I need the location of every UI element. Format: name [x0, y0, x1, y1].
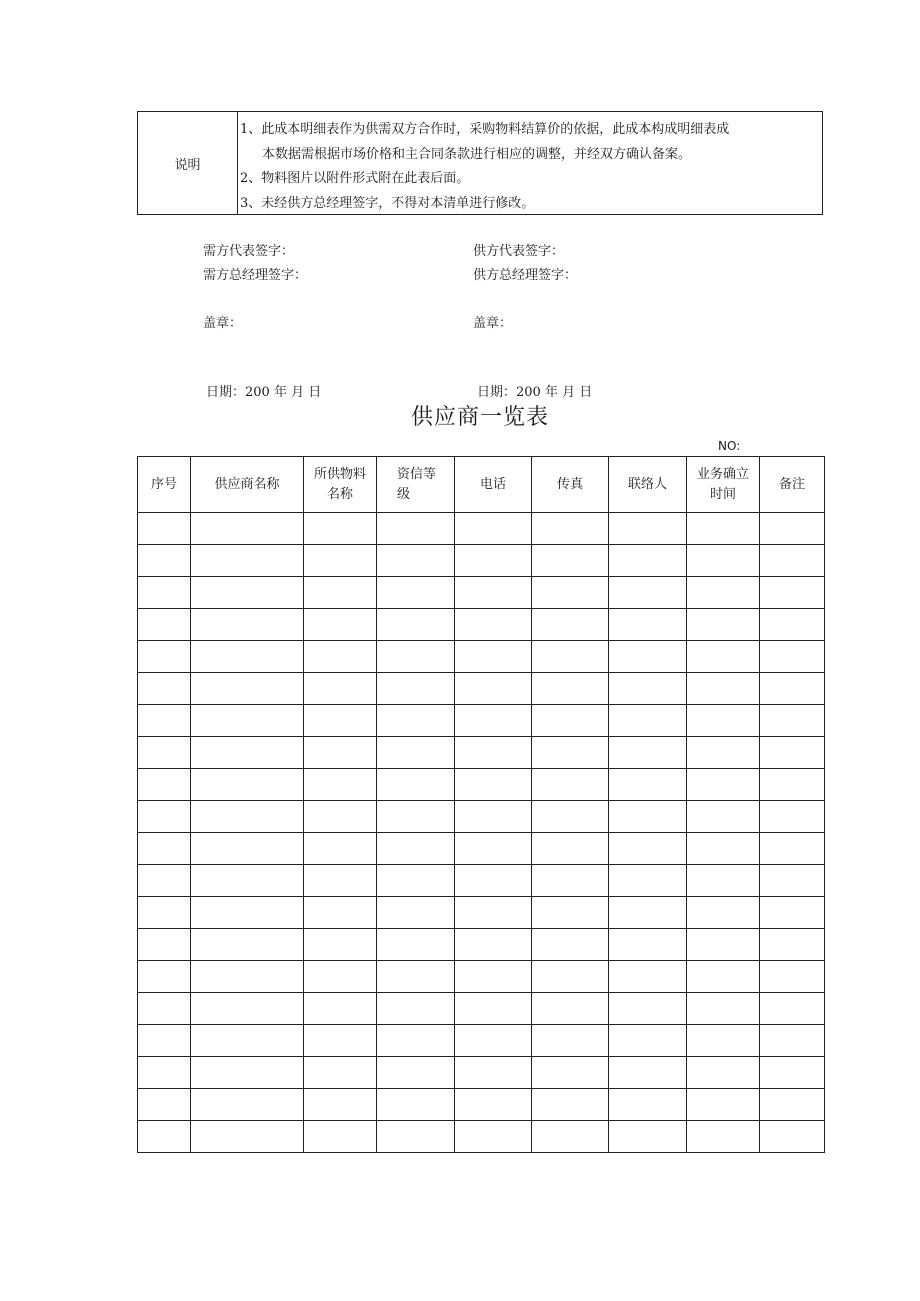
- table-cell[interactable]: [304, 961, 377, 993]
- table-row: [138, 1089, 825, 1121]
- table-cell[interactable]: [687, 1089, 760, 1121]
- table-cell[interactable]: [687, 897, 760, 929]
- table-cell[interactable]: [687, 961, 760, 993]
- table-cell[interactable]: [191, 641, 304, 673]
- table-cell[interactable]: [455, 737, 532, 769]
- table-cell[interactable]: [760, 1121, 825, 1153]
- table-cell[interactable]: [455, 641, 532, 673]
- table-cell[interactable]: [532, 673, 609, 705]
- table-cell[interactable]: [760, 833, 825, 865]
- table-cell[interactable]: [138, 769, 191, 801]
- table-cell[interactable]: [532, 929, 609, 961]
- table-cell[interactable]: [304, 1121, 377, 1153]
- demand-date: 日期：200 年 月 日: [206, 385, 322, 400]
- table-cell[interactable]: [609, 1057, 687, 1089]
- table-cell[interactable]: [138, 897, 191, 929]
- table-cell[interactable]: [687, 929, 760, 961]
- table-row: [138, 1025, 825, 1057]
- note-line-1-cont: 本数据需根据市场价格和主合同条款进行相应的调整，并经双方确认备案。: [262, 146, 692, 162]
- table-cell[interactable]: [760, 641, 825, 673]
- table-row: [138, 545, 825, 577]
- note-line-3: 3、未经供方总经理签字，不得对本清单进行修改。: [240, 195, 535, 211]
- table-cell[interactable]: [304, 865, 377, 897]
- table-cell[interactable]: [760, 513, 825, 545]
- table-cell[interactable]: [377, 897, 455, 929]
- table-cell[interactable]: [609, 769, 687, 801]
- table-cell[interactable]: [138, 673, 191, 705]
- table-cell[interactable]: [609, 1121, 687, 1153]
- table-cell[interactable]: [609, 641, 687, 673]
- table-cell[interactable]: [609, 1025, 687, 1057]
- table-row: [138, 641, 825, 673]
- table-row: [138, 897, 825, 929]
- table-cell[interactable]: [532, 961, 609, 993]
- table-row: [138, 801, 825, 833]
- table-cell[interactable]: [191, 865, 304, 897]
- table-cell[interactable]: [377, 833, 455, 865]
- supply-rep-signature: 供方代表签字：: [473, 244, 565, 259]
- demand-rep-signature: 需方代表签字：: [203, 244, 295, 259]
- notes-body: [238, 112, 822, 214]
- table-cell[interactable]: [191, 1089, 304, 1121]
- table-cell[interactable]: [377, 1025, 455, 1057]
- table-cell[interactable]: [687, 641, 760, 673]
- supplier-table: [137, 456, 825, 1153]
- table-cell[interactable]: [191, 737, 304, 769]
- table-cell[interactable]: [609, 961, 687, 993]
- table-cell[interactable]: [455, 705, 532, 737]
- table-cell[interactable]: [138, 993, 191, 1025]
- table-cell[interactable]: [760, 705, 825, 737]
- supply-date: 日期：200 年 月 日: [477, 385, 593, 400]
- table-cell[interactable]: [609, 993, 687, 1025]
- table-cell[interactable]: [138, 1121, 191, 1153]
- table-cell[interactable]: [138, 865, 191, 897]
- table-cell[interactable]: [138, 513, 191, 545]
- table-cell[interactable]: [532, 1025, 609, 1057]
- table-cell[interactable]: [455, 545, 532, 577]
- table-cell[interactable]: [304, 801, 377, 833]
- table-cell[interactable]: [304, 641, 377, 673]
- notes-box: [137, 111, 823, 215]
- table-cell[interactable]: [191, 513, 304, 545]
- table-cell[interactable]: [191, 833, 304, 865]
- table-cell[interactable]: [377, 961, 455, 993]
- table-cell[interactable]: [191, 993, 304, 1025]
- table-cell[interactable]: [304, 513, 377, 545]
- supply-gm-signature: 供方总经理签字：: [473, 268, 578, 283]
- table-title: 供应商一览表: [410, 405, 549, 430]
- table-cell[interactable]: [687, 801, 760, 833]
- table-cell[interactable]: [138, 1025, 191, 1057]
- table-cell[interactable]: [304, 833, 377, 865]
- table-cell[interactable]: [304, 897, 377, 929]
- table-cell[interactable]: [191, 769, 304, 801]
- table-cell[interactable]: [532, 801, 609, 833]
- table-row: [138, 513, 825, 545]
- table-cell[interactable]: [687, 609, 760, 641]
- table-cell[interactable]: [191, 673, 304, 705]
- table-cell[interactable]: [760, 737, 825, 769]
- table-cell[interactable]: [191, 897, 304, 929]
- table-cell[interactable]: [760, 897, 825, 929]
- table-cell[interactable]: [138, 577, 191, 609]
- table-cell[interactable]: [687, 673, 760, 705]
- table-cell[interactable]: [687, 1025, 760, 1057]
- table-cell[interactable]: [455, 833, 532, 865]
- table-cell[interactable]: [687, 769, 760, 801]
- header-contact: 联络人: [609, 457, 687, 513]
- table-cell[interactable]: [191, 545, 304, 577]
- table-cell[interactable]: [138, 833, 191, 865]
- table-cell[interactable]: [138, 961, 191, 993]
- table-row: [138, 929, 825, 961]
- table-cell[interactable]: [687, 737, 760, 769]
- table-cell[interactable]: [532, 1057, 609, 1089]
- table-cell[interactable]: [687, 1057, 760, 1089]
- table-cell[interactable]: [609, 833, 687, 865]
- table-cell[interactable]: [687, 545, 760, 577]
- table-row: [138, 577, 825, 609]
- table-cell[interactable]: [191, 1025, 304, 1057]
- table-cell[interactable]: [609, 865, 687, 897]
- table-cell[interactable]: [609, 513, 687, 545]
- table-cell[interactable]: [377, 1121, 455, 1153]
- table-cell[interactable]: [760, 545, 825, 577]
- table-cell[interactable]: [304, 577, 377, 609]
- table-cell[interactable]: [532, 513, 609, 545]
- demand-seal: 盖章：: [203, 316, 243, 331]
- table-cell[interactable]: [377, 577, 455, 609]
- table-cell[interactable]: [532, 833, 609, 865]
- table-cell[interactable]: [760, 929, 825, 961]
- table-cell[interactable]: [609, 705, 687, 737]
- table-cell[interactable]: [687, 705, 760, 737]
- table-cell[interactable]: [532, 609, 609, 641]
- table-cell[interactable]: [609, 577, 687, 609]
- table-row: [138, 609, 825, 641]
- table-row: [138, 1121, 825, 1153]
- table-row: [138, 673, 825, 705]
- table-cell[interactable]: [455, 769, 532, 801]
- table-cell[interactable]: [760, 1057, 825, 1089]
- table-cell[interactable]: [609, 545, 687, 577]
- table-cell[interactable]: [609, 1089, 687, 1121]
- table-cell[interactable]: [377, 545, 455, 577]
- table-cell[interactable]: [760, 961, 825, 993]
- table-cell[interactable]: [532, 641, 609, 673]
- table-cell[interactable]: [304, 705, 377, 737]
- table-cell[interactable]: [455, 961, 532, 993]
- table-cell[interactable]: [304, 769, 377, 801]
- table-cell[interactable]: [304, 545, 377, 577]
- demand-gm-signature: 需方总经理签字：: [203, 268, 308, 283]
- table-cell[interactable]: [455, 993, 532, 1025]
- table-cell[interactable]: [760, 673, 825, 705]
- table-cell[interactable]: [532, 545, 609, 577]
- table-cell[interactable]: [760, 769, 825, 801]
- table-row: [138, 705, 825, 737]
- table-cell[interactable]: [138, 609, 191, 641]
- header-material-name: 所供物料名称: [304, 457, 377, 513]
- table-row: [138, 1057, 825, 1089]
- table-cell[interactable]: [687, 577, 760, 609]
- table-cell[interactable]: [377, 865, 455, 897]
- table-cell[interactable]: [377, 929, 455, 961]
- table-cell[interactable]: [455, 577, 532, 609]
- table-cell[interactable]: [532, 769, 609, 801]
- table-cell[interactable]: [377, 513, 455, 545]
- note-line-2: 2、物料图片以附件形式附在此表后面。: [240, 171, 470, 186]
- table-row: [138, 961, 825, 993]
- table-cell[interactable]: [138, 641, 191, 673]
- table-cell[interactable]: [377, 673, 455, 705]
- table-cell[interactable]: [760, 801, 825, 833]
- table-cell[interactable]: [304, 673, 377, 705]
- table-cell[interactable]: [455, 801, 532, 833]
- header-supplier-name: 供应商名称: [191, 457, 304, 513]
- table-cell[interactable]: [377, 1057, 455, 1089]
- header-remarks: 备注: [760, 457, 825, 513]
- table-cell[interactable]: [609, 737, 687, 769]
- table-cell[interactable]: [304, 993, 377, 1025]
- table-cell[interactable]: [687, 513, 760, 545]
- header-credit-rating: 资信等级: [377, 457, 455, 513]
- table-cell[interactable]: [191, 705, 304, 737]
- table-cell[interactable]: [455, 1121, 532, 1153]
- table-cell[interactable]: [609, 673, 687, 705]
- table-cell[interactable]: [532, 1121, 609, 1153]
- table-cell[interactable]: [138, 1089, 191, 1121]
- table-cell[interactable]: [191, 577, 304, 609]
- table-cell[interactable]: [609, 801, 687, 833]
- table-cell[interactable]: [191, 1121, 304, 1153]
- table-cell[interactable]: [532, 897, 609, 929]
- table-cell[interactable]: [687, 865, 760, 897]
- table-row: [138, 737, 825, 769]
- table-cell[interactable]: [377, 609, 455, 641]
- header-start-date: 业务确立时间: [687, 457, 760, 513]
- table-cell[interactable]: [532, 865, 609, 897]
- table-cell[interactable]: [304, 1089, 377, 1121]
- table-cell[interactable]: [377, 1089, 455, 1121]
- table-cell[interactable]: [532, 577, 609, 609]
- header-phone: 电话: [455, 457, 532, 513]
- table-cell[interactable]: [191, 1057, 304, 1089]
- table-row: [138, 833, 825, 865]
- table-cell[interactable]: [455, 673, 532, 705]
- table-cell[interactable]: [760, 1025, 825, 1057]
- note-line-1: 1、此成本明细表作为供需双方合作时，采购物料结算价的依据，此成本构成明细表成: [240, 122, 730, 137]
- table-cell[interactable]: [760, 577, 825, 609]
- notes-label: 说明: [138, 112, 238, 214]
- table-cell[interactable]: [455, 929, 532, 961]
- table-cell[interactable]: [760, 993, 825, 1025]
- table-cell[interactable]: [455, 865, 532, 897]
- table-cell[interactable]: [138, 545, 191, 577]
- table-cell[interactable]: [377, 737, 455, 769]
- table-cell[interactable]: [455, 513, 532, 545]
- table-cell[interactable]: [377, 705, 455, 737]
- table-cell[interactable]: [760, 1089, 825, 1121]
- table-cell[interactable]: [609, 609, 687, 641]
- table-cell[interactable]: [191, 961, 304, 993]
- table-cell[interactable]: [304, 737, 377, 769]
- supply-seal: 盖章：: [473, 316, 513, 331]
- table-cell[interactable]: [304, 609, 377, 641]
- table-cell[interactable]: [377, 993, 455, 1025]
- table-cell[interactable]: [532, 1089, 609, 1121]
- table-cell[interactable]: [455, 1089, 532, 1121]
- table-header-row: [138, 457, 825, 513]
- table-cell[interactable]: [455, 609, 532, 641]
- table-cell[interactable]: [138, 801, 191, 833]
- table-row: [138, 993, 825, 1025]
- table-cell[interactable]: [191, 801, 304, 833]
- table-cell[interactable]: [609, 897, 687, 929]
- table-cell[interactable]: [532, 737, 609, 769]
- table-cell[interactable]: [191, 929, 304, 961]
- header-serial-no: 序号: [138, 457, 191, 513]
- table-cell[interactable]: [455, 1057, 532, 1089]
- table-cell[interactable]: [687, 993, 760, 1025]
- table-cell[interactable]: [455, 1025, 532, 1057]
- table-cell[interactable]: [377, 801, 455, 833]
- table-cell[interactable]: [138, 929, 191, 961]
- table-cell[interactable]: [377, 641, 455, 673]
- table-row: [138, 865, 825, 897]
- table-cell[interactable]: [138, 1057, 191, 1089]
- table-cell[interactable]: [304, 929, 377, 961]
- table-cell[interactable]: [609, 929, 687, 961]
- table-cell[interactable]: [760, 865, 825, 897]
- table-cell[interactable]: [138, 737, 191, 769]
- table-cell[interactable]: [760, 609, 825, 641]
- document-number-label: NO:: [718, 439, 741, 453]
- table-cell[interactable]: [191, 609, 304, 641]
- table-cell[interactable]: [532, 993, 609, 1025]
- table-cell[interactable]: [377, 769, 455, 801]
- table-cell[interactable]: [455, 897, 532, 929]
- table-cell[interactable]: [687, 1121, 760, 1153]
- table-cell[interactable]: [304, 1057, 377, 1089]
- header-fax: 传真: [532, 457, 609, 513]
- table-row: [138, 769, 825, 801]
- table-cell[interactable]: [687, 833, 760, 865]
- table-cell[interactable]: [304, 1025, 377, 1057]
- table-cell[interactable]: [138, 705, 191, 737]
- table-body: [138, 513, 825, 1153]
- table-cell[interactable]: [532, 705, 609, 737]
